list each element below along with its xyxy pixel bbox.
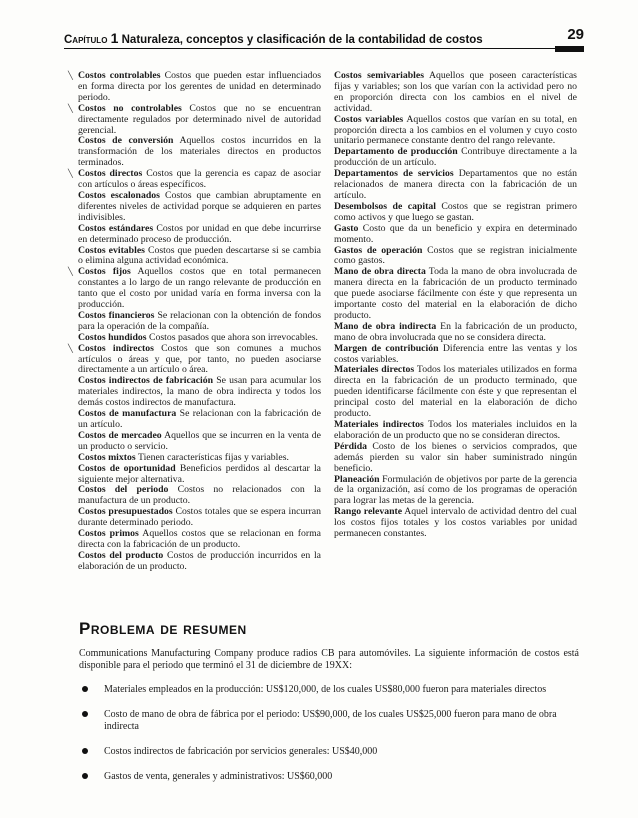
glossary-definition: Diferencia entre las ventas y los costos variables. bbox=[334, 342, 577, 365]
glossary-entry bbox=[334, 147, 577, 169]
handwritten-tick-mark: ╲ bbox=[68, 103, 73, 113]
glossary-term: Materiales indirectos bbox=[334, 419, 424, 430]
glossary-definition: Costo de los bienes o servicios comprados, que además pierden su valor sin haber suministrado ningún beneficio. bbox=[334, 440, 577, 474]
glossary-term: Desembolsos de capital bbox=[334, 200, 436, 212]
glossary-definition: Beneficios perdidos al descartar la siguiente mejor alternativa. bbox=[78, 462, 321, 485]
glossary-entry bbox=[68, 102, 321, 137]
glossary-term: Costos mixtos bbox=[78, 451, 136, 463]
bullet-text: Costo de mano de obra de fábrica por el periodo: US$90,000, de los cuales US$25,000 fueron para mano de obra indirecta bbox=[104, 709, 557, 732]
glossary-definition: Costos totales que se espera incurran durante determinado periodo. bbox=[78, 506, 321, 529]
glossary-entry bbox=[334, 267, 577, 322]
glossary-entry bbox=[334, 224, 577, 246]
chapter-number: 1 bbox=[110, 30, 119, 46]
glossary-definition: Se relacionan con la fabricación de un artículo. bbox=[78, 408, 322, 430]
glossary-column-right bbox=[334, 71, 577, 540]
glossary-entry bbox=[78, 485, 321, 507]
glossary-entry bbox=[78, 246, 321, 268]
glossary-term: Planeación bbox=[334, 473, 380, 485]
glossary-entry bbox=[78, 464, 321, 486]
glossary-definition: Aquel intervalo de actividad dentro del cual los costos fijos totales y los costos variables por unidad permanecen constantes. bbox=[334, 506, 577, 540]
glossary-term: Costos variables bbox=[334, 113, 404, 125]
glossary-definition: Todos los materiales incluidos en la elaboración de un producto que no se consideran directos. bbox=[334, 419, 578, 441]
glossary-definition: Costos no relacionados con la manufactura de un producto. bbox=[78, 484, 322, 507]
glossary-term: Costos controlables bbox=[78, 70, 161, 81]
glossary-term: Costos de manufactura bbox=[78, 408, 177, 420]
handwritten-tick-mark: ╲ bbox=[68, 343, 73, 353]
glossary-term: Costos hundidos bbox=[78, 331, 147, 343]
glossary-definition: Costos que se registran primero como activos y que luego se gastan. bbox=[334, 200, 577, 223]
glossary-term: Gasto bbox=[334, 222, 359, 234]
glossary-entry bbox=[78, 224, 321, 246]
glossary-entry bbox=[68, 70, 321, 104]
glossary-term: Costos estándares bbox=[78, 222, 154, 234]
glossary-entry bbox=[68, 342, 322, 377]
page-number: 29 bbox=[567, 26, 584, 43]
chapter-heading bbox=[64, 30, 483, 46]
glossary-entry bbox=[78, 376, 321, 409]
glossary-entry bbox=[334, 344, 577, 366]
bullet-text: Costos indirectos de fabricación por servicios generales: US$40,000 bbox=[104, 746, 378, 757]
glossary-definition: Se usan para acumular los materiales indirectos, la mano de obra indirecta y todos los demás costos indirectos de manufactura. bbox=[78, 375, 321, 409]
glossary-entry bbox=[78, 507, 321, 529]
glossary-term: Gastos de operación bbox=[334, 244, 423, 256]
problem-bullet-item bbox=[79, 771, 579, 783]
glossary-definition: Costos que son comunes a muchos artículos o áreas y que, por tanto, no pueden asociarse directamente a un artículo o área. bbox=[78, 342, 322, 376]
glossary-term: Costos del producto bbox=[78, 549, 164, 561]
glossary-term: Costos semivariables bbox=[334, 70, 424, 81]
glossary-definition: Aquellos costos que en total permanecen constantes a lo largo de un rango relevante de producción en tanto que el costo por unidad varía en forma inversa con la producción. bbox=[78, 266, 321, 311]
glossary-term: Mano de obra directa bbox=[334, 266, 426, 278]
glossary-entry bbox=[68, 168, 321, 191]
bullet-icon bbox=[82, 686, 88, 692]
glossary-term: Costos evitables bbox=[78, 244, 145, 256]
glossary-entry bbox=[78, 311, 321, 333]
glossary-term: Materiales directos bbox=[334, 364, 415, 376]
glossary-term: Costos indirectos de fabricación bbox=[78, 375, 214, 387]
glossary-term: Costos financieros bbox=[78, 309, 155, 321]
glossary-term: Margen de contribución bbox=[334, 342, 439, 354]
glossary-entry bbox=[334, 442, 577, 475]
glossary-definition: En la fabricación de un producto, mano de obra involucrada que no se considera directa. bbox=[334, 320, 578, 343]
glossary-definition: Toda la mano de obra involucrada de manera directa en la fabricación de un producto terminado que puede asociarse fácilmente con éste y que representa un importante costo del material en la elaboración de dicho producto. bbox=[334, 266, 578, 321]
glossary-term: Costos directos bbox=[78, 168, 143, 180]
glossary-definition: Costos que pueden estar influenciados en forma directa por los gerentes de unidad en determinado periodo. bbox=[78, 70, 321, 103]
bullet-text: Materiales empleados en la producción: US$120,000, de los cuales US$80,000 fueron para materiales directos bbox=[104, 684, 547, 695]
glossary-term: Costos del periodo bbox=[78, 484, 169, 496]
glossary-term: Costos presupuestados bbox=[78, 506, 173, 518]
glossary-entry bbox=[334, 202, 577, 224]
glossary-term: Mano de obra indirecta bbox=[334, 320, 437, 332]
glossary-entry bbox=[334, 365, 577, 420]
glossary-entry bbox=[334, 246, 577, 268]
glossary-definition: Aquellos que se incurren en la venta de un producto o servicio. bbox=[78, 429, 321, 452]
glossary-entry bbox=[78, 191, 321, 224]
chapter-title: Naturaleza, conceptos y clasificación de la contabilidad de costos bbox=[121, 34, 483, 46]
glossary-entry bbox=[78, 431, 321, 453]
problem-bullet-item bbox=[79, 684, 579, 696]
glossary-definition: Costos que cambian abruptamente en diferentes niveles de actividad porque se adquieren en partes indivisibles. bbox=[78, 189, 321, 223]
header-rule bbox=[64, 48, 555, 49]
glossary-entry bbox=[334, 71, 577, 115]
glossary-term: Costos de conversión bbox=[78, 135, 174, 147]
problem-bullet-list bbox=[79, 684, 579, 783]
glossary-entry bbox=[334, 115, 577, 148]
glossary-term: Costos de oportunidad bbox=[78, 462, 176, 474]
glossary-term: Costos fijos bbox=[78, 266, 131, 278]
glossary-definition: Aquellos costos que varían en su total, en proporción directa a los cambios en el volumen y cuyo costo unitario permanece constante dentro del rango relevante. bbox=[334, 113, 578, 147]
glossary-definition: Formulación de objetivos por parte de la gerencia de la organización, así como de los programas de operación para lograr las metas de la gerencia. bbox=[334, 473, 578, 507]
glossary-definition: Tienen características fijas y variables. bbox=[137, 451, 289, 463]
glossary-definition: Aquellos que poseen características fijas y variables; son los que varían con la actividad pero no en proporción directa con los cambios en el nivel de actividad. bbox=[334, 70, 577, 114]
problem-intro: Communications Manufacturing Company produce radios CB para automóviles. La siguiente información de costos está disponible para el periodo que terminó el 31 de diciembre de 19XX: bbox=[79, 648, 579, 671]
glossary-entry bbox=[78, 136, 321, 169]
chapter-label: Capítulo bbox=[64, 34, 108, 46]
problem-bullet-item bbox=[79, 709, 579, 733]
section-title: Problema de resumen bbox=[79, 619, 247, 638]
glossary-term: Costos de mercadeo bbox=[78, 429, 162, 441]
bullet-icon bbox=[82, 748, 88, 754]
glossary-entry bbox=[68, 266, 321, 311]
glossary-term: Departamento de producción bbox=[334, 146, 458, 158]
glossary-definition: Costos pasados que ahora son irrevocables. bbox=[149, 331, 318, 343]
bullet-icon bbox=[82, 711, 88, 717]
glossary-term: Rango relevante bbox=[334, 506, 403, 518]
handwritten-tick-mark: ╲ bbox=[68, 169, 73, 179]
handwritten-tick-mark: ╲ bbox=[68, 71, 73, 80]
glossary-entry bbox=[78, 409, 321, 431]
glossary-entry bbox=[334, 507, 577, 540]
glossary-definition: Costos por unidad en que debe incurrirse en determinado proceso de producción. bbox=[78, 222, 321, 245]
glossary-entry bbox=[78, 551, 321, 573]
glossary-entry bbox=[334, 169, 577, 202]
glossary bbox=[68, 70, 578, 601]
handwritten-tick-mark: ╲ bbox=[68, 267, 73, 277]
glossary-definition: Contribuye directamente a la producción de un artículo. bbox=[334, 146, 577, 169]
glossary-term: Costos indirectos bbox=[78, 342, 154, 354]
bullet-text: Gastos de venta, generales y administrativos: US$60,000 bbox=[104, 771, 333, 782]
glossary-definition: Aquellos costos que se relacionan en forma directa con la fabricación de un producto. bbox=[78, 528, 321, 550]
glossary-column-left bbox=[68, 70, 322, 573]
glossary-term: Costos escalonados bbox=[78, 189, 160, 201]
glossary-definition: Costos que no se encuentran directamente regulados por determinado nivel de autoridad gerencial. bbox=[78, 102, 321, 136]
glossary-definition: Departamentos que no están relacionados de manera directa con la fabricación de un artículo. bbox=[334, 168, 577, 201]
glossary-definition: Costos que se registran inicialmente como gastos. bbox=[334, 244, 577, 267]
header-tab-marker bbox=[555, 46, 584, 52]
glossary-term: Pérdida bbox=[334, 440, 368, 452]
glossary-definition: Se relacionan con la obtención de fondos para la operación de la compañía. bbox=[78, 309, 321, 332]
glossary-entry bbox=[334, 322, 577, 344]
glossary-definition: Aquellos costos incurridos en la transformación de los materiales directos en productos terminados. bbox=[78, 135, 321, 169]
problem-bullet-item bbox=[79, 746, 579, 758]
glossary-entry bbox=[334, 475, 577, 508]
glossary-definition: Costos de producción incurridos en la elaboración de un producto. bbox=[78, 549, 322, 572]
glossary-definition: Costos que pueden descartarse si se cambia o elimina alguna actividad económica. bbox=[78, 244, 321, 267]
bullet-icon bbox=[82, 773, 88, 779]
glossary-term: Departamentos de servicios bbox=[334, 168, 454, 180]
glossary-definition: Costo que da un beneficio y expira en determinado momento. bbox=[334, 222, 578, 245]
glossary-term: Costos primos bbox=[78, 528, 139, 540]
glossary-definition: Todos los materiales utilizados en forma directa en la fabricación de un producto terminado, que pueden identificarse fácilmente con éste y que representan el principal costo del material en la elaboración de dicho producto. bbox=[334, 364, 578, 420]
glossary-term: Costos no controlables bbox=[78, 102, 182, 114]
glossary-entry bbox=[334, 420, 577, 442]
glossary-definition: Costos que la gerencia es capaz de asociar con artículos o áreas específicos. bbox=[78, 168, 321, 191]
glossary-entry bbox=[78, 529, 321, 551]
